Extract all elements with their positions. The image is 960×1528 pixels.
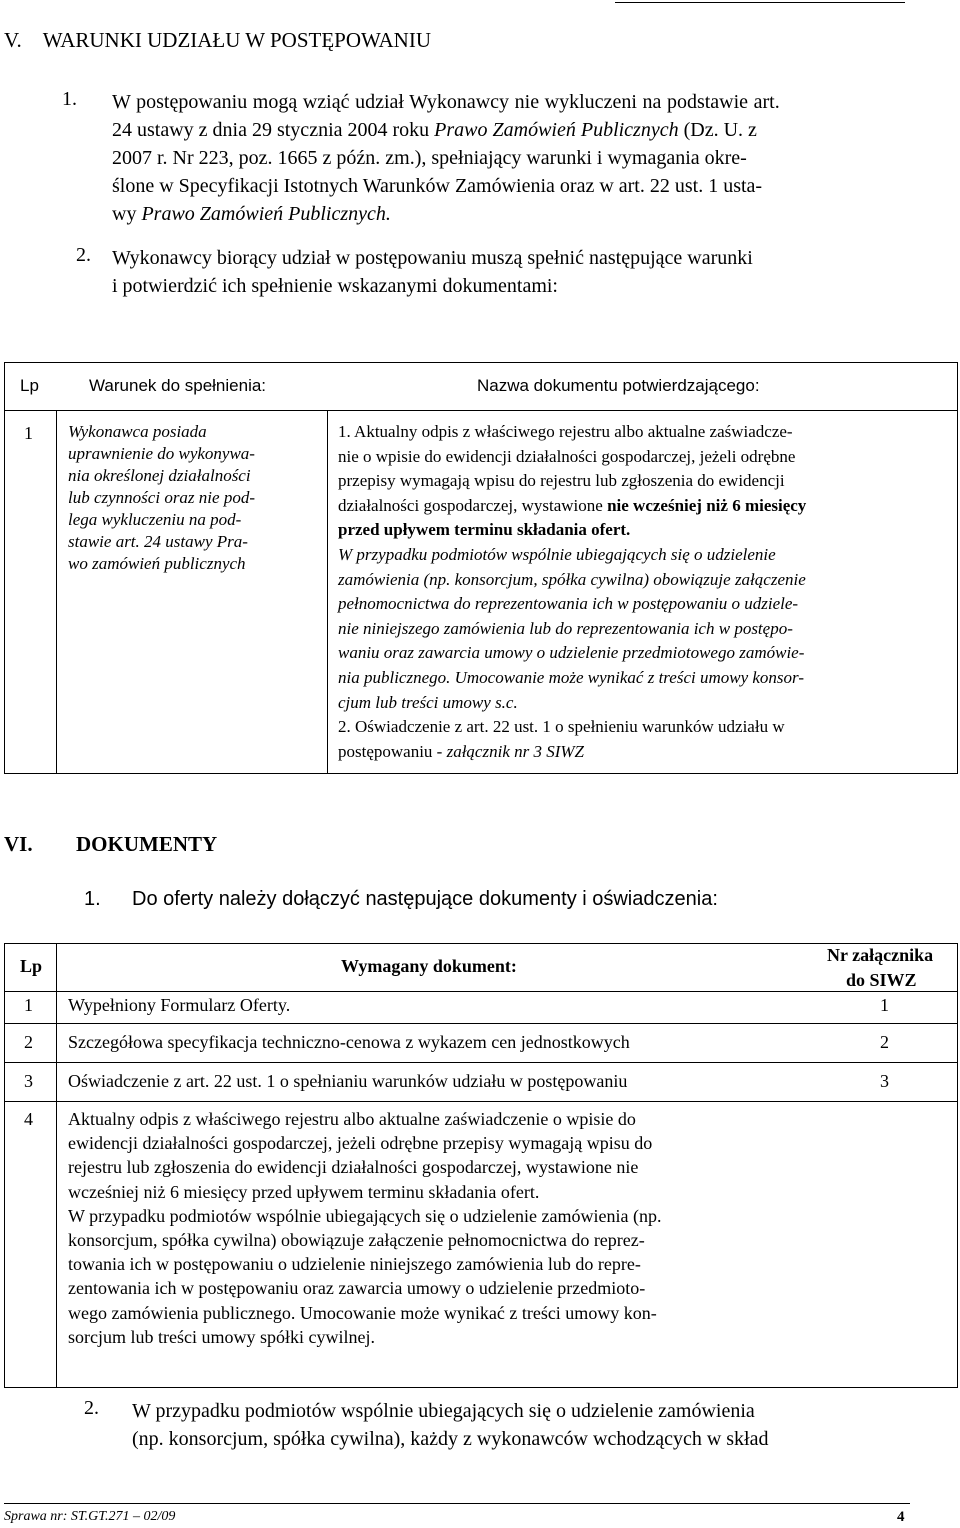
header-lp: Lp — [20, 956, 43, 976]
documents-table — [4, 943, 958, 1388]
row-lp: 1 — [24, 995, 33, 1015]
text-line: lega wykluczeniu na pod- — [68, 510, 242, 529]
footer-rule — [4, 1503, 910, 1504]
header-condition: Warunek do spełnienia: — [89, 376, 267, 395]
section-5-paragraph-1 — [112, 88, 912, 228]
section-6-p2-number: 2. — [84, 1397, 99, 1419]
section-5-p2-number: 2. — [76, 244, 91, 266]
row-divider — [5, 1101, 957, 1102]
row-lp: 1 — [24, 423, 33, 443]
text-span: postępowaniu - — [338, 741, 447, 761]
text-line — [112, 116, 912, 144]
column-divider — [327, 410, 328, 773]
text-line: towania ich w postępowaniu o udzielenie niniejszego zamówienia lub do repre- — [68, 1254, 641, 1275]
text-line: 2007 r. Nr 223, poz. 1665 z późn. zm.), spełniający warunki i wymagania okre- — [112, 147, 747, 169]
text-line: zamówienia (np. konsorcjum, spółka cywilna) obowiązuje załączenie — [338, 569, 806, 589]
text-line: waniu oraz zawarcia umowy o udzielenie przedmiotowego zamówie- — [338, 643, 805, 663]
row-lp: 3 — [24, 1071, 33, 1091]
text-line: Wykonawcy biorący udział w postępowaniu muszą spełnić następujące warunki — [112, 247, 753, 269]
section-5-p1-number: 1. — [62, 88, 77, 110]
text-line — [112, 200, 912, 228]
section-6-p1-text: Do oferty należy dołączyć następujące dokumenty i oświadczenia: — [132, 888, 718, 910]
text-line: Wykonawca posiada — [68, 422, 207, 441]
text-line — [338, 518, 950, 543]
text-line — [338, 740, 950, 765]
text-line: W postępowaniu mogą wziąć udział Wykonawcy nie wykluczeni na podstawie art. — [112, 91, 780, 113]
text-line: przepisy wymagają wpisu do rejestru lub zgłoszenia do ewidencji — [338, 471, 785, 491]
text-line: zentowania ich w postępowaniu oraz zawarcia umowy o udzielenie przedmioto- — [68, 1278, 646, 1299]
italic-text: załącznik nr 3 SIWZ — [446, 741, 585, 761]
case-reference: Sprawa nr: ST.GT.271 – 02/09 — [4, 1509, 176, 1524]
section-6-title: DOKUMENTY — [76, 832, 218, 856]
text-line: (np. konsorcjum, spółka cywilna), każdy z wykonawców wchodzących w skład — [132, 1428, 769, 1450]
text-line: ewidencji działalności gospodarczej, jeżeli odrębne przepisy wymagają wpisu do — [68, 1133, 653, 1154]
row-attachment-no: 2 — [880, 1032, 889, 1052]
section-6-p1-number: 1. — [84, 888, 101, 910]
text-span: 24 ustawy z dnia 29 stycznia 2004 roku — [112, 119, 435, 141]
text-line — [338, 494, 950, 519]
text-line: cjum lub treści umowy s.c. — [338, 692, 518, 712]
row-lp: 2 — [24, 1032, 33, 1052]
text-line: W przypadku podmiotów wspólnie ubiegających się o udzielenie zamówienia — [132, 1400, 755, 1422]
text-span: działalności gospodarczej, wystawione — [338, 495, 608, 515]
section-6-number: VI. — [4, 832, 33, 856]
row-lp: 4 — [24, 1109, 33, 1129]
text-line: uprawnienie do wykonywa- — [68, 444, 255, 463]
header-lp: Lp — [20, 376, 39, 395]
header-required-document: Wymagany dokument: — [341, 956, 517, 976]
column-divider — [56, 410, 57, 773]
text-line: nie o wpisie do ewidencji działalności gospodarczej, jeżeli odrębne — [338, 446, 796, 466]
text-line: pełnomocnictwa do reprezentowania ich w postępowaniu o udziele- — [338, 594, 799, 614]
row-document-long — [68, 1107, 662, 1349]
header-attachment-siwz: do SIWZ — [846, 970, 917, 990]
text-line: 2. Oświadczenie z art. 22 ust. 1 o spełnieniu warunków udziału w — [338, 717, 785, 737]
text-line: nia określonej działalności — [68, 466, 251, 485]
row-divider — [5, 991, 957, 992]
text-line: W przypadku podmiotów wspólnie ubiegających się o udzielenie — [338, 544, 776, 564]
text-line: lub czynności oraz nie pod- — [68, 488, 255, 507]
row-document: Oświadczenie z art. 22 ust. 1 o spełnianiu warunków udziału w postępowaniu — [68, 1071, 628, 1091]
bold-text: przed upływem terminu składania ofert. — [338, 520, 631, 540]
text-line: wcześniej niż 6 miesięcy przed upływem terminu składania ofert. — [68, 1181, 540, 1202]
text-span: (Dz. U. z — [678, 119, 757, 141]
row-divider — [5, 1023, 957, 1024]
row-document: Wypełniony Formularz Oferty. — [68, 995, 291, 1015]
section-6-paragraph-2 — [132, 1397, 912, 1453]
document-text — [338, 420, 950, 764]
text-line: W przypadku podmiotów wspólnie ubiegających się o udzielenie zamówienia (np. — [68, 1205, 662, 1226]
text-line: rejestru lub zgłoszenia do ewidencji działalności gospodarczej, wystawione nie — [68, 1157, 639, 1178]
header-document: Nazwa dokumentu potwierdzającego: — [477, 376, 760, 395]
text-line: stawie art. 24 ustawy Pra- — [68, 532, 248, 551]
text-line: Aktualny odpis z właściwego rejestru albo aktualne zaświadczenie o wpisie do — [68, 1109, 636, 1129]
row-divider — [5, 1062, 957, 1063]
text-line: 1. Aktualny odpis z właściwego rejestru albo aktualne zaświadcze- — [338, 422, 793, 441]
text-span: wy — [112, 203, 142, 225]
header-rule — [615, 2, 905, 3]
bold-text: nie wcześniej niż 6 miesięcy — [607, 495, 807, 515]
italic-text: Prawo Zamówień Publicznych. — [141, 203, 391, 225]
condition-text — [68, 421, 323, 575]
text-line: wo zamówień publicznych — [68, 554, 246, 573]
section-5-paragraph-2 — [112, 244, 912, 300]
header-attachment-no: Nr załącznika — [827, 945, 934, 965]
text-line: ślone w Specyfikacji Istotnych Warunków Zamówienia oraz w art. 22 ust. 1 usta- — [112, 175, 763, 197]
text-line: wego zamówienia publicznego. Umocowanie może wynikać z treści umowy kon- — [68, 1302, 657, 1323]
text-line: nie niniejszego zamówienia lub do reprezentowania ich w postępo- — [338, 618, 793, 638]
page-number: 4 — [897, 1509, 905, 1525]
row-document: Szczegółowa specyfikacja techniczno-cenowa z wykazem cen jednostkowych — [68, 1032, 630, 1052]
italic-text: Prawo Zamówień Publicznych — [434, 119, 679, 141]
conditions-table — [4, 362, 958, 774]
text-line: konsorcjum, spółka cywilna) obowiązuje załączenie pełnomocnictwa do reprez- — [68, 1230, 645, 1251]
section-5-title: V. WARUNKI UDZIAŁU W POSTĘPOWANIU — [4, 28, 431, 52]
row-attachment-no: 1 — [880, 995, 889, 1015]
text-line: i potwierdzić ich spełnienie wskazanymi dokumentami: — [112, 275, 558, 297]
text-line: nia publicznego. Umocowanie może wynikać z treści umowy konsor- — [338, 667, 804, 687]
column-divider — [56, 944, 57, 1387]
text-line: sorcjum lub treści umowy spółki cywilnej. — [68, 1326, 375, 1347]
row-attachment-no: 3 — [880, 1071, 889, 1091]
